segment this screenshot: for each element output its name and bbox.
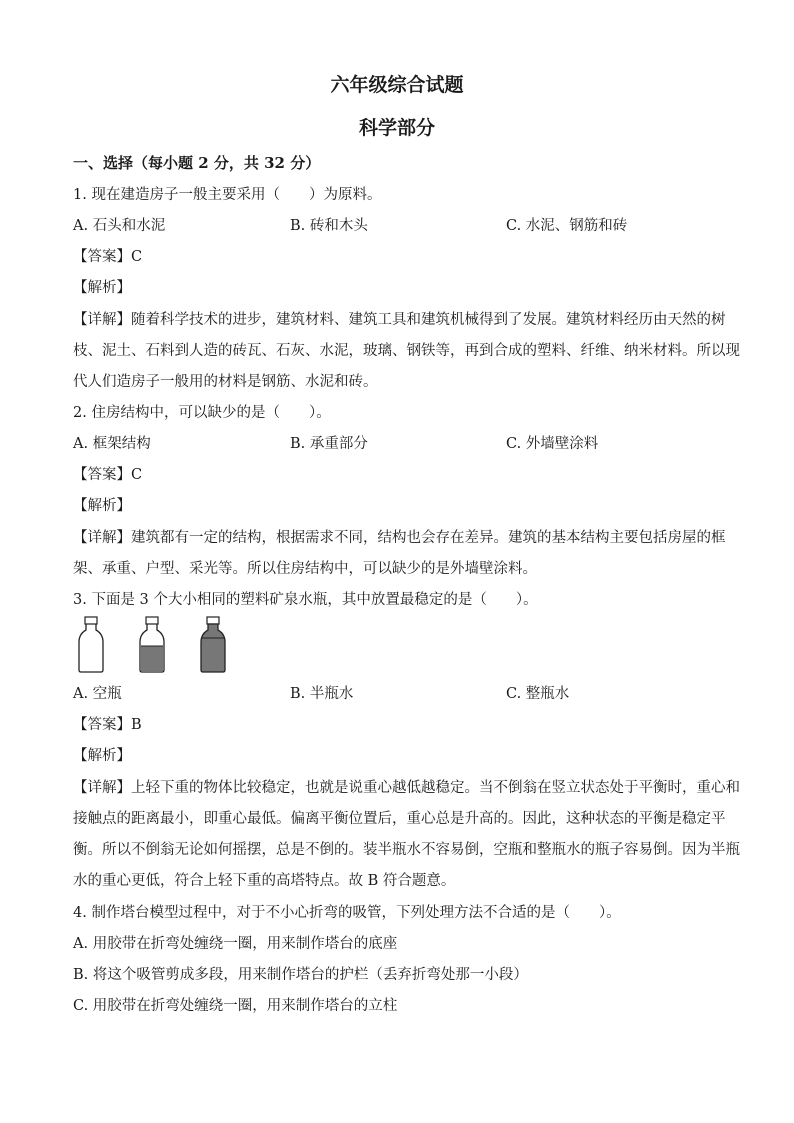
bottles-figure [75, 616, 245, 674]
question-3-detail-line: 【详解】上轻下重的物体比较稳定，也就是说重心越低越稳定。当不倒翁在竖立状态处于平衡时，重心和 [73, 780, 740, 796]
section-heading: 一、选择（每小题 2 分，共 32 分） [73, 154, 321, 172]
question-2-detail-line: 架、承重、户型、采光等。所以住房结构中，可以缺少的是外墙壁涂料。 [73, 561, 537, 577]
page-subtitle: 科学部分 [358, 117, 435, 139]
question-2-option-c: C. 外墙壁涂料 [506, 436, 599, 452]
question-2-analysis-label: 【解析】 [73, 498, 131, 514]
question-3-option-b: B. 半瓶水 [290, 686, 354, 702]
question-4-option-b: B. 将这个吸管剪成多段，用来制作塔台的护栏（丢弃折弯处那一小段） [73, 967, 528, 983]
question-2-answer: 【答案】C [73, 467, 143, 483]
question-1-option-a: A. 石头和水泥 [73, 218, 166, 234]
question-4-stem: 4. 制作塔台模型过程中，对于不小心折弯的吸管，下列处理方法不合适的是（ ）。 [73, 905, 621, 921]
half-full-bottle-illustration [140, 617, 164, 672]
question-1-analysis-label: 【解析】 [73, 280, 131, 296]
question-1-option-b: B. 砖和木头 [290, 218, 368, 234]
question-2-stem: 2. 住房结构中，可以缺少的是（ ）。 [73, 405, 331, 421]
question-2-option-a: A. 框架结构 [73, 436, 151, 452]
question-1-detail-line: 枝、泥土、石料到人造的砖瓦、石灰、水泥，玻璃、钢铁等，再到合成的塑料、纤维、纳米材料。所以现 [73, 343, 740, 359]
question-3-option-a: A. 空瓶 [73, 686, 122, 702]
full-bottle-illustration [201, 617, 225, 672]
question-1-detail-line: 代人们造房子一般用的材料是钢筋、水泥和砖。 [73, 374, 378, 390]
question-3-stem: 3. 下面是 3 个大小相同的塑料矿泉水瓶，其中放置最稳定的是（ ）。 [73, 592, 538, 608]
question-1-option-c: C. 水泥、钢筋和砖 [506, 218, 628, 234]
page-title: 六年级综合试题 [330, 74, 464, 96]
question-2-detail-line: 【详解】建筑都有一定的结构，根据需求不同，结构也会存在差异。建筑的基本结构主要包括房屋的框 [73, 530, 726, 546]
question-3-detail-line: 衡。所以不倒翁无论如何摇摆，总是不倒的。装半瓶水不容易倒，空瓶和整瓶水的瓶子容易倒。因为半瓶 [73, 842, 740, 858]
question-3-detail-line: 水的重心更低，符合上轻下重的高塔特点。故 B 符合题意。 [73, 873, 456, 889]
question-1-stem: 1. 现在建造房子一般主要采用（ ）为原料。 [73, 187, 382, 203]
question-3-option-c: C. 整瓶水 [506, 686, 570, 702]
question-3-answer: 【答案】B [73, 717, 142, 733]
question-1-detail-line: 【详解】随着科学技术的进步，建筑材料、建筑工具和建筑机械得到了发展。建筑材料经历由天然的树 [73, 312, 726, 328]
question-3-detail-line: 接触点的距离最小，即重心最低。偏离平衡位置后，重心总是升高的。因此，这种状态的平衡是稳定平 [73, 811, 726, 827]
empty-bottle-illustration [79, 617, 103, 672]
question-1-answer: 【答案】C [73, 249, 143, 265]
question-3-analysis-label: 【解析】 [73, 748, 131, 764]
question-4-option-a: A. 用胶带在折弯处缠绕一圈，用来制作塔台的底座 [73, 936, 398, 952]
question-2-option-b: B. 承重部分 [290, 436, 368, 452]
question-4-option-c: C. 用胶带在折弯处缠绕一圈，用来制作塔台的立柱 [73, 998, 398, 1014]
